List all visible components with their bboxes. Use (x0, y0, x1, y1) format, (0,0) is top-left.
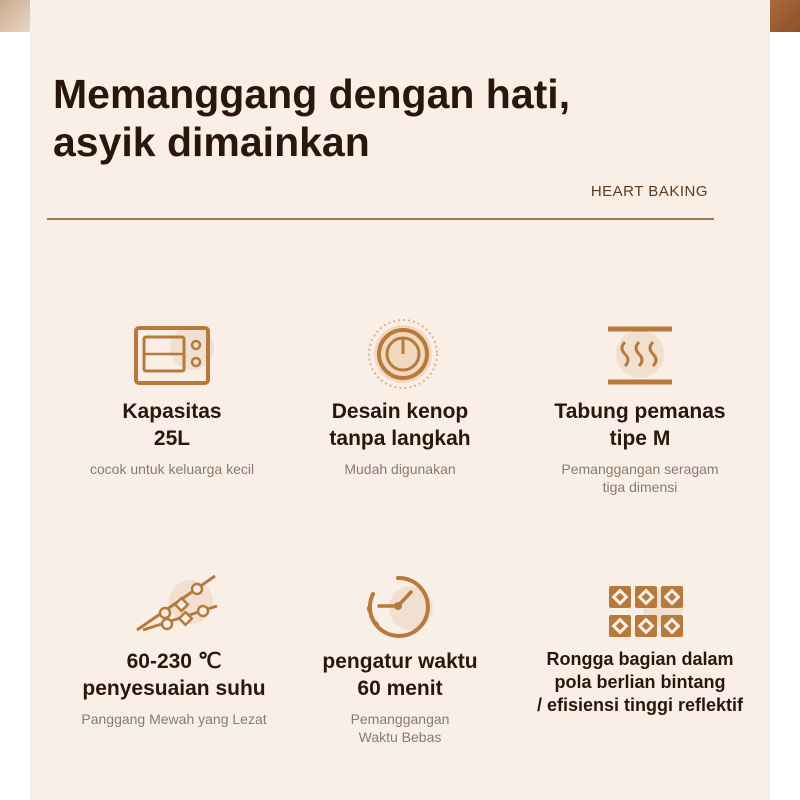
feature-caption: cocok untuk keluarga kecil (89, 461, 255, 477)
feature-heating-tube (520, 318, 760, 496)
timer-icon (355, 568, 445, 648)
feature-temperature (54, 568, 294, 728)
divider (47, 218, 714, 220)
feature-timer (280, 568, 520, 746)
feature-cavity (520, 568, 760, 725)
feature-title: Rongga bagian dalam pola berlian bintang / efisiensi tinggi reflektif (536, 649, 744, 715)
heating-tube-icon (595, 318, 685, 398)
corner-decoration-left (0, 0, 30, 32)
feature-title: Kapasitas 25L (122, 400, 222, 450)
knob-icon (355, 318, 445, 398)
feature-title: Desain kenop tanpa langkah (329, 400, 471, 450)
headline-line-1: Memanggang dengan hati, (53, 71, 571, 117)
feature-capacity (52, 318, 292, 478)
diamond-grid-icon (595, 568, 685, 648)
page-title (53, 70, 570, 166)
headline-line-2: asyik dimainkan (53, 119, 370, 165)
feature-caption: Mudah digunakan (344, 461, 456, 477)
skewer-icon (129, 568, 219, 648)
feature-title: Tabung pemanas tipe M (554, 400, 726, 450)
feature-caption: Pemanggangan seragam tiga dimensi (561, 461, 719, 495)
feature-caption: Panggang Mewah yang Lezat (81, 711, 267, 727)
feature-caption: Pemanggangan Waktu Bebas (350, 711, 450, 745)
feature-title: 60-230 ℃ penyesuaian suhu (82, 650, 266, 700)
oven-icon (127, 318, 217, 398)
tagline: HEART BAKING (590, 183, 708, 200)
feature-knob (280, 318, 520, 478)
corner-decoration-right (770, 0, 800, 32)
feature-title: pengatur waktu 60 menit (322, 650, 478, 700)
